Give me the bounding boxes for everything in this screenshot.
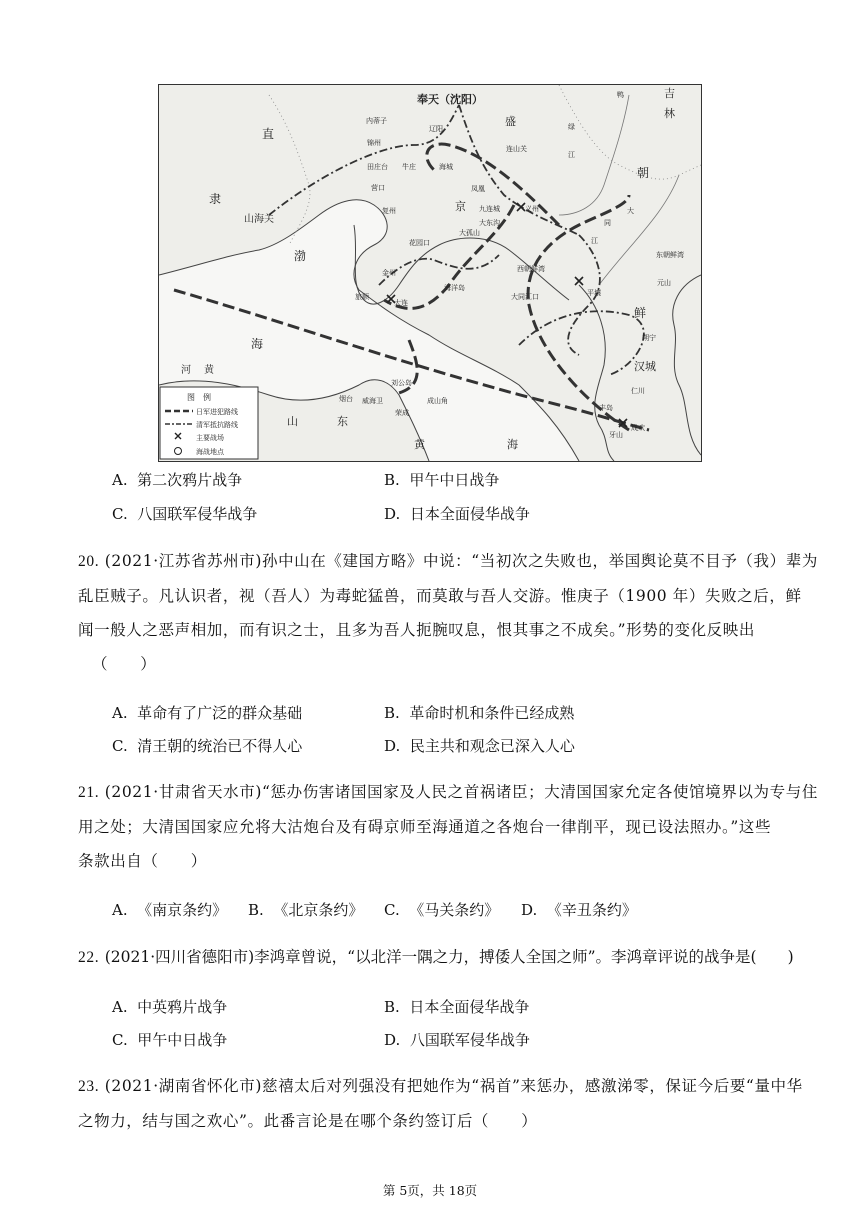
option-text: 八国联军侵华战争	[137, 505, 258, 523]
label-jiuliancheng: 九连城	[479, 205, 500, 213]
q21-option-d[interactable]	[521, 900, 637, 920]
q19-option-d[interactable]	[384, 504, 530, 524]
label-rongcheng: 荣成	[395, 409, 409, 417]
option-key: D.	[384, 505, 401, 523]
label-shan: 山	[287, 415, 298, 428]
q19-option-b[interactable]	[384, 470, 499, 490]
q19-option-a[interactable]	[112, 470, 242, 490]
label-huang-land: 黄	[204, 365, 214, 376]
option-text: 《北京条约》	[273, 901, 364, 919]
question-23	[78, 1069, 803, 1138]
legend-naval-battle: 海战地点	[196, 448, 224, 456]
question-text: 条款出自（ ）	[78, 852, 207, 870]
label-lianshanguan: 连山关	[506, 145, 527, 153]
option-key: C.	[112, 505, 128, 523]
option-key: B.	[384, 704, 400, 722]
option-text: 第二次鸦片战争	[137, 471, 243, 489]
label-shuoning: 朔宁	[642, 334, 656, 342]
q22-option-a[interactable]	[112, 997, 227, 1017]
question-20	[78, 544, 818, 681]
page-footer: 第 5页，共 18页	[382, 1183, 478, 1198]
label-chengshanjiao: 成山角	[427, 397, 448, 405]
option-text: 《南京条约》	[137, 901, 228, 919]
label-huayuankou: 花园口	[409, 239, 430, 247]
label-sheng: 盛	[505, 115, 516, 128]
option-key: D.	[521, 901, 538, 919]
map-drawing	[159, 85, 701, 461]
option-text: 甲午中日战争	[409, 471, 500, 489]
label-zhi: 直	[262, 127, 275, 141]
question-text: 闻一般人之恶声相加，而有识之士，且多为吾人扼腕叹息，恨其事之不成矣。”形势的变化反映出	[78, 621, 755, 639]
label-dalian: 大连	[394, 299, 408, 307]
label-yingkou: 营口	[371, 184, 385, 192]
q22-option-b[interactable]	[384, 997, 529, 1017]
label-pingrang: 平壤	[587, 289, 601, 297]
q19-option-c[interactable]	[112, 504, 257, 524]
q21-option-a[interactable]	[112, 900, 227, 920]
legend-battlefield: 主要战场	[196, 434, 224, 442]
question-22	[78, 940, 794, 975]
label-dongchaoxianwan: 东朝鲜湾	[656, 251, 684, 259]
question-text: 之物力，结与国之欢心”。此番言论是在哪个条约签订后（ ）	[78, 1112, 538, 1130]
label-huanghai-2: 海	[507, 438, 518, 451]
legend-qing-route: 清军抵抗路线	[196, 421, 238, 429]
q20-option-a[interactable]	[112, 703, 302, 723]
question-text: (2021·湖南省怀化市)慈禧太后对列强没有把她作为“祸首”来惩办，感激涕零，保证今后要“量中华	[104, 1077, 803, 1095]
label-datongjiangkou: 大同江口	[511, 293, 539, 301]
label-datong-1: 大	[627, 207, 634, 215]
option-text: 革命有了广泛的群众基础	[137, 704, 303, 722]
label-yashan: 牙山	[609, 431, 623, 439]
label-fuzhou: 复州	[382, 207, 396, 215]
label-niuzhuang: 牛庄	[402, 163, 416, 171]
q20-option-d[interactable]	[384, 736, 575, 756]
label-datong-2: 同	[604, 219, 611, 227]
label-datong-3: 江	[591, 237, 598, 245]
q22-option-c[interactable]	[112, 1030, 227, 1050]
label-xian: 鲜	[634, 306, 647, 320]
label-fenghuang: 凤凰	[471, 185, 485, 193]
option-key: C.	[384, 901, 400, 919]
label-hancheng: 汉城	[634, 360, 656, 373]
question-line	[78, 940, 794, 975]
question-text: (2021·四川省德阳市)李鸿章曾说，“以北洋一隅之力，搏倭人全国之师”。李鸿章评说的战争是( )	[104, 948, 794, 966]
option-text: 革命时机和条件已经成熟	[409, 704, 575, 722]
question-text: 乱臣贼子。凡认识者，视（吾人）为毒蛇猛兽，而莫敢与吾人交游。惟庚子（1900 年）失败之后，鲜	[78, 587, 802, 605]
label-dong: 东	[337, 415, 348, 428]
option-text: 日本全面侵华战争	[409, 505, 530, 523]
question-line	[78, 775, 818, 810]
q21-option-c[interactable]	[384, 900, 499, 920]
label-yantai: 烟台	[339, 395, 353, 403]
question-line	[78, 1069, 803, 1104]
label-lushun: 旅顺	[355, 293, 369, 301]
label-yizhou: 义州	[525, 205, 539, 213]
option-key: D.	[384, 737, 401, 755]
option-text: 日本全面侵华战争	[409, 998, 530, 1016]
q20-option-b[interactable]	[384, 703, 574, 723]
question-number: 20.	[78, 553, 100, 570]
option-text: 八国联军侵华战争	[409, 1031, 530, 1049]
option-key: D.	[384, 1031, 401, 1049]
label-yalu-2: 绿	[568, 123, 575, 131]
label-dadonggou: 大东沟	[479, 219, 500, 227]
q21-option-b[interactable]	[248, 900, 363, 920]
label-dagushan: 大孤山	[459, 229, 480, 237]
option-text: 甲午中日战争	[137, 1031, 228, 1049]
question-line	[78, 544, 818, 579]
label-jilin-1: 吉	[664, 87, 675, 100]
label-jinzhou-south: 金州	[382, 269, 396, 277]
option-key: A.	[112, 901, 128, 919]
label-liugongdao: 刘公岛	[391, 379, 412, 387]
option-text: 《辛丑条约》	[546, 901, 637, 919]
option-key: B.	[384, 471, 400, 489]
question-21	[78, 775, 818, 878]
label-yalu-1: 鸭	[617, 91, 624, 99]
label-liaoyang: 辽阳	[429, 125, 443, 133]
label-haicheng: 海城	[439, 163, 453, 171]
option-text: 中英鸦片战争	[137, 998, 228, 1016]
label-hai: 海	[251, 337, 264, 351]
label-jilin-2: 林	[664, 107, 675, 120]
question-text: (2021·江苏省苏州市)孙中山在《建国方略》中说：“当初次之失败也，举国舆论莫不目予（我）辈为	[104, 552, 818, 570]
option-text: 《马关条约》	[409, 901, 500, 919]
label-neifuzi: 内蒂子	[366, 117, 387, 125]
label-haiyangdao: 海洋岛	[444, 284, 465, 292]
question-number: 22.	[78, 949, 100, 966]
label-shanhaiguan: 山海关	[244, 214, 274, 225]
question-text: (2021·甘肃省天水市)“惩办伤害诸国国家及人民之首祸诸臣；大清国国家允定各使馆境界以为专与住	[104, 783, 818, 801]
label-renchuan: 仁川	[631, 387, 645, 395]
question-number: 23.	[78, 1078, 100, 1095]
q20-option-c[interactable]	[112, 736, 302, 756]
label-xizhaosuwan: 西朝鲜湾	[517, 265, 545, 273]
label-yuanshan: 元山	[657, 279, 671, 287]
question-number: 21.	[78, 784, 100, 801]
label-tianzhuangtai: 田庄台	[367, 163, 388, 171]
label-fengtian: 奉天（沈阳）	[417, 93, 483, 106]
option-text: 民主共和观念已深入人心	[409, 737, 575, 755]
label-huanghai-1: 黄	[414, 438, 425, 451]
option-key: A.	[112, 704, 128, 722]
question-text: 用之处；大清国国家应允将大沽炮台及有碍京师至海通道之各炮台一律削平，现已设法照办。”这些	[78, 818, 772, 836]
label-jing: 京	[455, 200, 466, 213]
label-bo: 渤	[294, 249, 307, 263]
legend-title: 图 例	[187, 393, 211, 402]
answer-blank: （ ）	[92, 655, 157, 673]
option-key: B.	[384, 998, 400, 1016]
map-legend	[160, 387, 258, 459]
label-chenghuan: 成欢	[631, 424, 645, 432]
label-li: 隶	[209, 192, 222, 206]
option-key: A.	[112, 471, 128, 489]
option-text: 清王朝的统治已不得人心	[137, 737, 303, 755]
label-chao: 朝	[637, 166, 650, 180]
option-key: B.	[248, 901, 264, 919]
label-he: 河	[181, 365, 191, 376]
label-jinzhou-north: 锦州	[367, 139, 381, 147]
label-yalu-3: 江	[568, 151, 575, 159]
option-key: A.	[112, 998, 128, 1016]
legend-japan-route: 日军进犯路线	[196, 408, 238, 416]
q22-option-d[interactable]	[384, 1030, 530, 1050]
option-key: C.	[112, 737, 128, 755]
sino-japanese-war-map	[158, 84, 702, 462]
option-key: C.	[112, 1031, 128, 1049]
label-weihaiwei: 威海卫	[362, 397, 383, 405]
label-fengdao: 丰岛	[599, 404, 613, 412]
